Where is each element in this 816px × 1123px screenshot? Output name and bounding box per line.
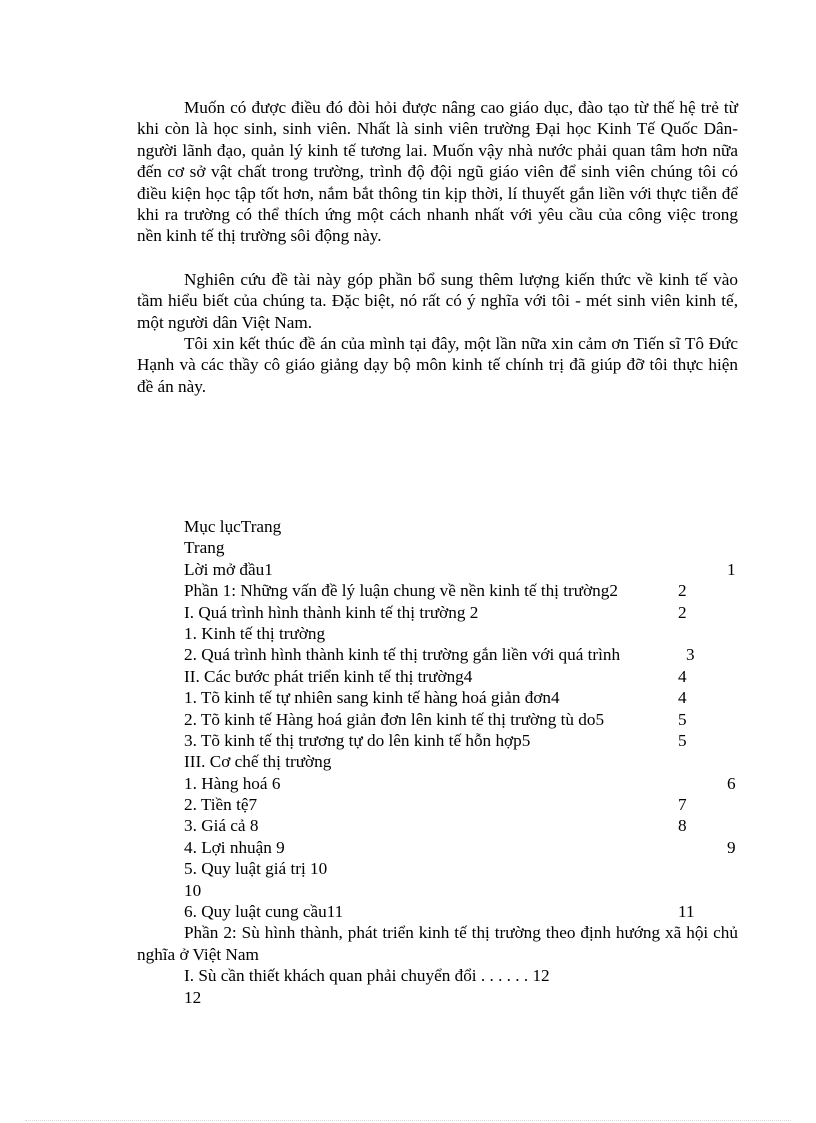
- toc-entry-page: 2: [678, 602, 687, 622]
- toc-entry: [137, 644, 747, 665]
- toc-entry-page: 1: [727, 559, 736, 579]
- toc-entry-page: 5: [678, 730, 687, 750]
- toc-entry-page: 3: [686, 645, 695, 665]
- toc-entry: [137, 709, 747, 730]
- toc-entry-page: 9: [727, 837, 736, 857]
- closing-paragraph-3: Tôi xin kết thúc đề án của mình tại đây, một lần nữa xin cảm ơn Tiến sĩ Tô Đức Hạnh và các thầy cô giáo giảng dạy bộ môn kinh tế chính trị đã giúp đỡ tôi thực hiện đề án này.: [137, 334, 738, 396]
- toc-entry: [137, 751, 747, 772]
- toc-entry-page: 11: [678, 902, 695, 922]
- toc-entry: [137, 666, 747, 687]
- toc-entry-page: 4: [678, 688, 687, 708]
- toc-entry-text: 1. Hàng hoá 6: [184, 773, 281, 793]
- toc-entry: [137, 687, 747, 708]
- toc-entry-text: Phần 1: Những vấn đề lý luận chung về nền kinh tế thị trường2: [184, 581, 618, 601]
- toc-entry-page: 4: [678, 666, 687, 686]
- toc-section1: I. Sù cần thiết khách quan phải chuyển đổi . . . . . . 12: [184, 966, 550, 986]
- toc-entry-text: III. Cơ chế thị trường: [184, 752, 332, 772]
- toc-entry: [137, 880, 747, 901]
- toc-entry-text: I. Quá trình hình thành kinh tế thị trường 2: [184, 602, 479, 622]
- toc-entry: [137, 901, 747, 922]
- toc-part2-heading: Phần 2: Sù hình thành, phát triển kinh tế thị trường theo định hướng xã hội chủ nghĩa ở Việt Nam: [137, 923, 738, 964]
- toc-entry: [137, 794, 747, 815]
- toc-section1-page: 12: [184, 987, 202, 1007]
- toc-heading: Mục lụcTrang: [184, 517, 282, 536]
- toc-entry-page: 7: [678, 795, 687, 815]
- toc-subheading: Trang: [184, 538, 225, 558]
- toc-entry: [137, 815, 747, 836]
- closing-paragraph-2: Nghiên cứu đề tài này góp phần bổ sung thêm lượng kiến thức về kinh tế vào tầm hiểu biết của chúng ta. Đặc biệt, nó rất có ý nghĩa với tôi - mét sinh viên kinh tế, một người dân Việt Nam.: [137, 270, 738, 332]
- toc-entry: [137, 773, 747, 794]
- table-of-contents: [137, 516, 747, 1008]
- toc-entry-page: 5: [678, 709, 687, 729]
- toc-entry-text: 2. Tiền tệ7: [184, 795, 258, 815]
- toc-entry: [137, 837, 747, 858]
- closing-paragraph-1: Muốn có được điều đó đòi hỏi được nâng cao giáo dục, đào tạo từ thế hệ trẻ từ khi còn là học sinh, sinh viên. Nhất là sinh viên trường Đại học Kinh Tế Quốc Dân- người lãnh đạo, quản lý kinh tế tương lai. Muốn vậy nhà nước phải quan tâm hơn nữa đến cơ sở vật chất trong trường, trình độ đội ngũ giáo viên để sinh viên chúng tôi có điều kiện học tập tốt hơn, nắm bắt thông tin kịp thời, lí thuyết gắn liền với thực tiễn để khi ra trường có thể thích ứng một cách nhanh nhất với yêu cầu của công việc trong nền kinh tế thị trường sôi động này.: [137, 98, 738, 246]
- toc-entry-text: 10: [184, 880, 202, 900]
- toc-entry-text: 3. Giá cả 8: [184, 816, 259, 836]
- toc-entry-text: Lời mở đầu1: [184, 559, 273, 579]
- toc-entry-page: 8: [678, 816, 687, 836]
- toc-entry-page: 2: [678, 581, 687, 601]
- toc-entry-text: 2. Tõ kinh tế Hàng hoá giản đơn lên kinh tế thị trường tù do5: [184, 709, 605, 729]
- toc-entry-text: 4. Lợi nhuận 9: [184, 837, 285, 857]
- toc-entry-text: 1. Tõ kinh tế tự nhiên sang kinh tế hàng hoá giản đơn4: [184, 688, 560, 708]
- toc-entry-text: 3. Tõ kinh tế thị trương tự do lên kinh tế hỗn hợp5: [184, 730, 531, 750]
- toc-entry: [137, 623, 747, 644]
- toc-entry-text: 6. Quy luật cung cầu11: [184, 902, 344, 922]
- toc-entry: [137, 559, 747, 580]
- page-bottom-border: [25, 1120, 791, 1121]
- toc-entry: [137, 580, 747, 601]
- toc-entry-text: 5. Quy luật giá trị 10: [184, 859, 328, 879]
- toc-entry-text: 1. Kinh tế thị trường: [184, 623, 326, 643]
- toc-entry-text: II. Các bước phát triển kinh tế thị trường4: [184, 666, 473, 686]
- toc-entry: [137, 602, 747, 623]
- toc-entry: [137, 730, 747, 751]
- toc-entry-text: 2. Quá trình hình thành kinh tế thị trường gắn liền với quá trình: [184, 645, 621, 665]
- toc-entry: [137, 858, 747, 879]
- toc-entry-page: 6: [727, 773, 736, 793]
